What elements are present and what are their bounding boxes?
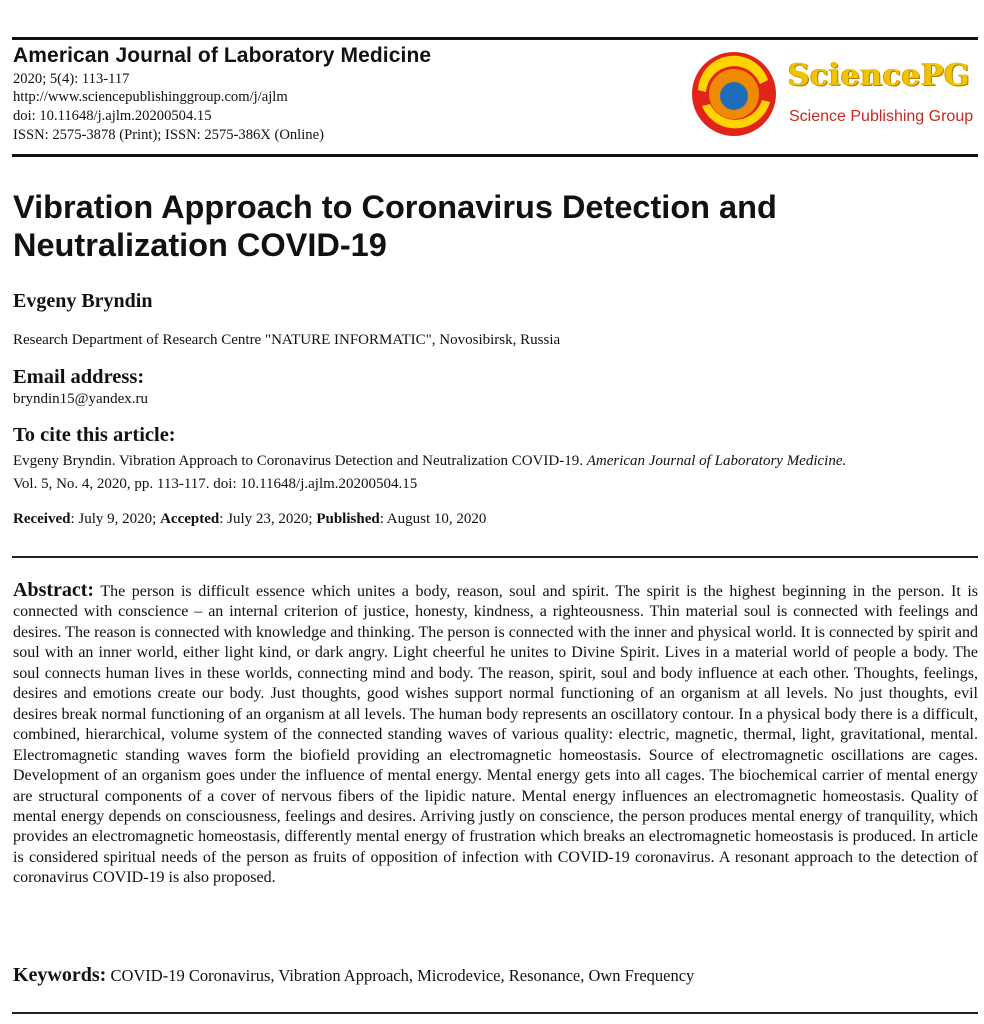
abstract [13, 580, 978, 889]
accepted-label: Accepted [160, 511, 220, 527]
abstract-text: The person is difficult essence which unites a body, reason, soul and spirit. The spirit is the highest beginning in the person. It is connected with conscience – an internal criterion of justice, honesty, kindness, a righteousness. Thin material soul is connected with feelings and desires. The reason is connected with knowledge and thinking. The person is connected with the inner and physical world. It is connected by spirit and soul with an inner world, either light kind, or dark angry. Light cheerful he unites to Divine Spirit. Lives in a material world of people a body. The soul connects human lives in these worlds, connecting mind and body. The reason, spirit, soul and body influence at each other. Thoughts, feelings, desires and emotions create our body. Just thoughts, good wishes support normal functioning of an organism at all levels. No just thoughts, evil desires break normal functioning of an organism at all levels. The human body represents an oscillatory contour. In a physical body there is a difficult, combined, hierarchical, volume system of the connected standing waves of various quality: electric, magnetic, thermal, light, gravitational, mental. Electromagnetic standing waves form the biofield providing an electromagnetic homeostasis. Source of electromagnetic oscillations are cages. Development of an organism goes under the influence of mental energy. Mental energy gets into all cages. The biochemical carrier of mental energy are structural components of a cover of nervous fibers of the lipidic nature. Mental energy influences an electromagnetic homeostasis. Quality of mental energy depends on consciousness, feelings and desires. Arriving justly on conscience, the person produces mental energy of tranquility, which provides an electromagnetic homeostasis, differently mental energy of frustration which breaks an electromagnetic homeostasis is produced. In article is considered spiritual needs of the person as fruits of opposition of infection with COVID-19 coronavirus. A resonant approach to the detection of coronavirus COVID-19 is also proposed. [13, 583, 978, 887]
header-top-rule [12, 37, 978, 40]
footer-rule [12, 1012, 978, 1014]
abstract-top-rule [12, 556, 978, 558]
sciencepg-logo [690, 52, 980, 142]
cite-heading: To cite this article: [13, 424, 176, 446]
logo-subtitle: Science Publishing Group [789, 108, 974, 125]
published-label: Published [316, 511, 380, 527]
journal-issue: 2020; 5(4): 113-117 [13, 71, 130, 87]
publication-dates [13, 511, 486, 528]
author-affiliation: Research Department of Research Centre "NATURE INFORMATIC", Novosibirsk, Russia [13, 332, 561, 348]
author-name: Evgeny Bryndin [13, 290, 153, 312]
sciencepg-logo-icon [690, 50, 782, 142]
citation-journal: American Journal of Laboratory Medicine. [586, 453, 847, 469]
journal-title: American Journal of Laboratory Medicine [13, 44, 432, 67]
keywords [13, 964, 694, 987]
keywords-text: COVID-19 Coronavirus, Vibration Approach, Microdevice, Resonance, Own Frequency [110, 966, 695, 985]
email-heading: Email address: [13, 366, 145, 388]
keywords-label: Keywords: [13, 964, 107, 986]
logo-brand-text: SciencePG [788, 58, 971, 93]
published-date: : August 10, 2020 [379, 511, 487, 527]
journal-doi: doi: 10.11648/j.ajlm.20200504.15 [13, 108, 212, 124]
journal-issn: ISSN: 2575-3878 (Print); ISSN: 2575-386X (Online) [13, 127, 324, 143]
received-label: Received [13, 511, 71, 527]
abstract-label: Abstract: [13, 579, 95, 601]
email-address[interactable]: bryndin15@yandex.ru [13, 391, 149, 407]
journal-url[interactable]: http://www.sciencepublishinggroup.com/j/ajlm [13, 89, 288, 105]
header-bottom-rule [12, 154, 978, 157]
received-date: : July 9, 2020; [70, 511, 161, 527]
citation-prefix: Evgeny Bryndin. Vibration Approach to Coronavirus Detection and Neutralization COVID-19. [13, 453, 583, 469]
citation-suffix: Vol. 5, No. 4, 2020, pp. 113-117. doi: 10.11648/j.ajlm.20200504.15 [13, 476, 418, 492]
accepted-date: : July 23, 2020; [219, 511, 317, 527]
citation-text [13, 450, 968, 496]
article-title: Vibration Approach to Coronavirus Detection and Neutralization COVID-19 [13, 189, 777, 263]
